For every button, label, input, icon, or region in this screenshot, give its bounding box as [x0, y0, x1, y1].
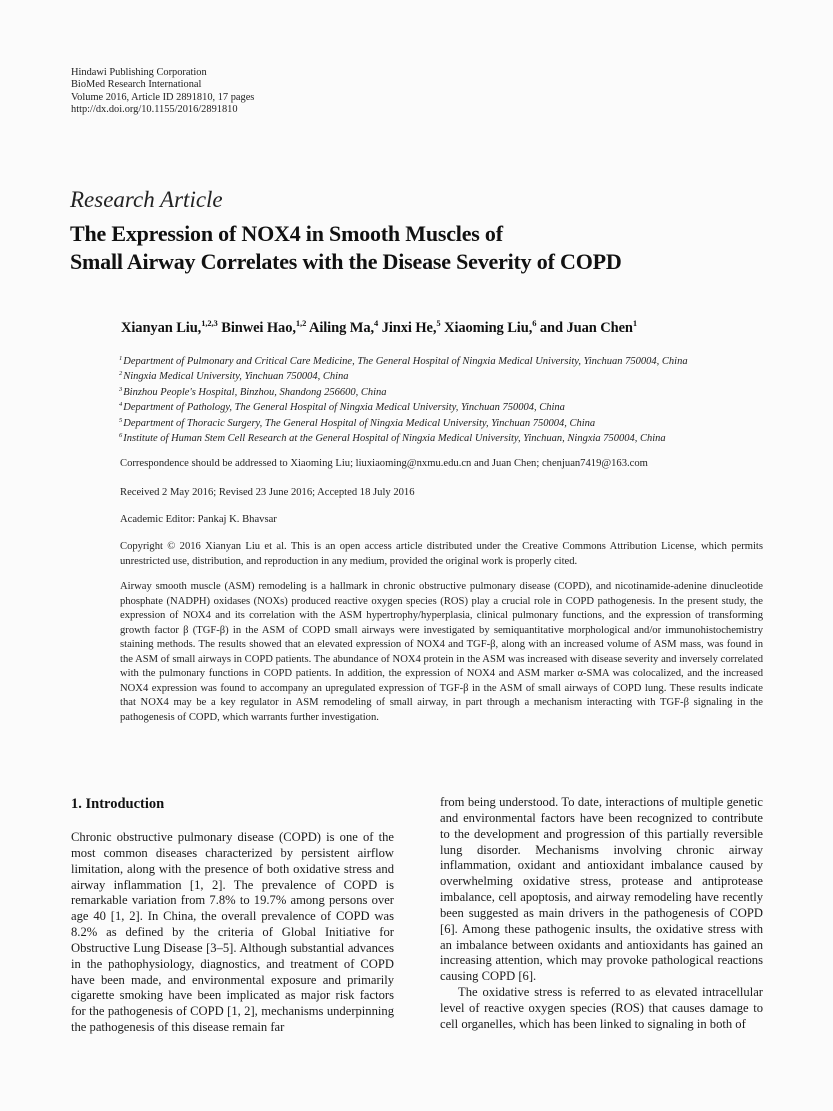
affiliation: $^3$Binzhou People's Hospital, Binzhou, Shandong 256600, China: [119, 385, 387, 398]
author: Xiaoming Liu,$^6$: [444, 318, 537, 336]
author-affiliation-marker: 1,2,3: [201, 318, 218, 328]
author-list: [121, 320, 637, 337]
affiliation: $^2$Ningxia Medical University, Yinchuan 750004, China: [119, 370, 349, 383]
left-column: [71, 795, 394, 1036]
author: Xianyan Liu,$^{1,2,3}$: [121, 318, 218, 336]
article-type: Research Article: [70, 187, 223, 212]
title-line-2: Small Airway Correlates with the Disease Severity of COPD: [70, 249, 622, 274]
author-affiliation-marker: 5: [436, 318, 441, 328]
copyright-notice: Copyright © 2016 Xianyan Liu et al. This is an open access article distributed under the Creative Commons Attribution License, which permits unrestricted use, distribution, and reproduction in any medium, provided the original work is properly cited.: [120, 541, 763, 568]
academic-editor: Academic Editor: Pankaj K. Bhavsar: [120, 514, 277, 525]
doi-link[interactable]: http://dx.doi.org/10.1155/2016/2891810: [71, 104, 238, 116]
affiliation: $^1$Department of Pulmonary and Critical Care Medicine, The General Hospital of Ningxia Medical University, Yinchuan 750004, China: [119, 355, 688, 367]
author-affiliation-marker: 6: [532, 318, 537, 328]
author-affiliation-marker: 1: [632, 318, 638, 328]
affiliation: $^4$Department of Pathology, The General Hospital of Ningxia Medical University, Yinchuan 750004, China: [119, 401, 565, 414]
section-heading-introduction: 1. Introduction: [71, 796, 165, 812]
author: Binwei Hao,$^{1,2}$: [221, 318, 307, 336]
intro-paragraph-1: Chronic obstructive pulmonary disease (COPD) is one of the most common diseases characterized by persistent airflow limitation, along with the presence of both oxidative stress and airway inflammation [1, 2]. The prevalence of COPD is remarkable variation from 7.8% to 19.7% among persons over age 40 [1, 2]. In China, the overall prevalence of COPD was 8.2% as defined by the criteria of Global Initiative for Obstructive Lung Disease [3–5]. Although substantial advances in the pathophysiology, diagnostics, and treatment of COPD have been made, and environmental exposure and primarily cigarette smoking have been implicated as major risk factors for the pathogenesis of COPD [1, 2], mechanisms underpinning the pathogenesis of this disease remain far: [71, 830, 394, 1035]
author: Jinxi He,$^5$: [381, 318, 441, 336]
title-line-1: The Expression of NOX4 in Smooth Muscles of: [70, 221, 503, 246]
correspondence: Correspondence should be addressed to Xiaoming Liu; liuxiaoming@nxmu.edu.cn and Juan Chen; chenjuan7419@163.com: [120, 458, 648, 469]
author: Ailing Ma,$^4$: [308, 318, 379, 336]
article-title: [70, 220, 622, 276]
affiliation: $^5$Department of Thoracic Surgery, The General Hospital of Ningxia Medical University, Yinchuan 750004, China: [119, 416, 596, 429]
journal-header: [71, 67, 254, 117]
right-column: [440, 795, 763, 1033]
author: and Juan Chen$^1$: [539, 318, 638, 336]
intro-paragraph-1-continued: from being understood. To date, interactions of multiple genetic and environmental factors have been recognized to contribute to the development and progression of this partially reversible lung disorder. Mechanisms involving chronic airway inflammation, oxidant and antioxidant imbalance caused by overwhelming oxidative stress, protease and antiprotease imbalance, cell apoptosis, and airway remodeling have recently been suggested as main drivers in the pathogenesis of COPD [6]. Among these pathogenic insults, the oxidative stress with an imbalance between oxidants and antioxidants has gained an increasing attention, which may provoke pathological reactions causing COPD [6].: [440, 795, 763, 984]
journal-name: BioMed Research International: [71, 79, 202, 91]
author-affiliation-marker: 1,2: [295, 318, 307, 328]
abstract: Airway smooth muscle (ASM) remodeling is a hallmark in chronic obstructive pulmonary disease (COPD), and nicotinamide-adenine dinucleotide phosphate (NADPH) oxidases (NOXs) produced reactive oxygen species (ROS) play a crucial role in COPD pathogenesis. In the present study, the expression of NOX4 and its correlation with the ASM hypertrophy/hyperplasia, clinical pulmonary functions, and the expression of transforming growth factor β (TGF-β) in the ASM of COPD small airways were investigated by semiquantitative morphological and/or immunohistochemistry staining methods. The results showed that an elevated expression of NOX4 and TGF-β, along with an increased volume of ASM mass, was found in the ASM of small airways in COPD patients. The abundance of NOX4 protein in the ASM was increased with disease severity and inversely correlated with the pulmonary functions in COPD patients. In addition, the expression of NOX4 and ASM marker α-SMA was colocalized, and the increased NOX4 expression was found to accompany an upregulated expression of TGF-β in the ASM of small airways of COPD lung. These results indicate that NOX4 may be a key regulator in ASM remodeling of small airway, in part through a mechanism interacting with TGF-β signaling in the pathogenesis of COPD, which warrants further investigation.: [120, 581, 763, 723]
affiliation: $^6$Institute of Human Stem Cell Research at the General Hospital of Ningxia Medical University, Yinchuan, Ningxia 750004, China: [119, 432, 666, 445]
author-affiliation-marker: 4: [374, 318, 379, 328]
volume-info: Volume 2016, Article ID 2891810, 17 pages: [71, 91, 255, 103]
intro-paragraph-2: The oxidative stress is referred to as elevated intracellular level of reactive oxygen species (ROS) that causes damage to cell organelles, which has been linked to signaling in both of: [440, 985, 763, 1031]
publisher: Hindawi Publishing Corporation: [71, 67, 207, 78]
affiliation-list: [119, 354, 688, 446]
article-dates: Received 2 May 2016; Revised 23 June 2016; Accepted 18 July 2016: [120, 487, 415, 498]
